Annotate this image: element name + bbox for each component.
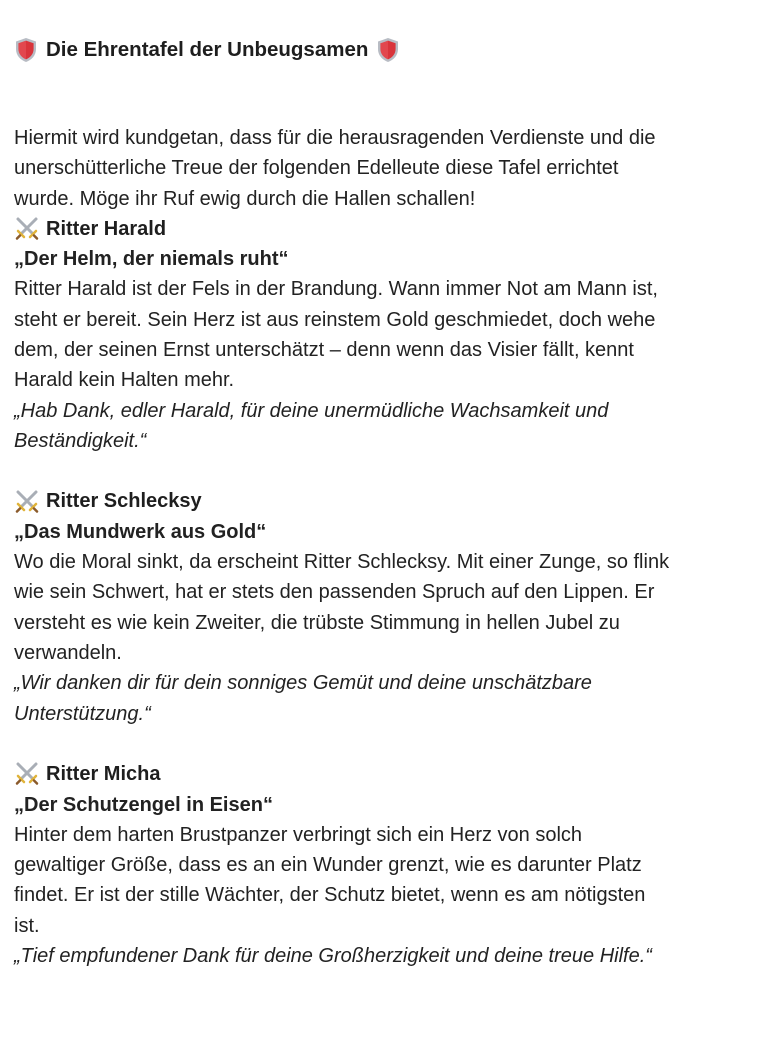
knight-heading: [14, 487, 749, 517]
knight-description-line: Wo die Moral sinkt, da erscheint Ritter Schlecksy. Mit einer Zunge, so flink: [14, 551, 670, 574]
knight-description-line: Hinter dem harten Brustpanzer verbringt sich ein Herz von solch: [14, 823, 583, 846]
knight-description-line: verwandeln.: [14, 642, 122, 665]
knight-thanks-line: „Hab Dank, edler Harald, für deine unermüdliche Wachsamkeit und: [14, 399, 609, 422]
intro-line: unerschütterliche Treue der folgenden Edelleute diese Tafel errichtet: [14, 157, 619, 180]
knight-heading: [14, 759, 749, 789]
knight-motto: „Der Helm, der niemals ruht“: [14, 248, 289, 271]
knight-description-line: versteht es wie kein Zweiter, die trübste Stimmung in hellen Jubel zu: [14, 611, 620, 634]
knight-thanks-line: Beständigkeit.“: [14, 429, 147, 452]
knight-description-line: Ritter Harald ist der Fels in der Brandung. Wann immer Not am Mann ist,: [14, 278, 658, 301]
document-title: Die Ehrentafel der Unbeugsamen: [46, 38, 369, 61]
knight-name: Ritter Schlecksy: [46, 490, 202, 513]
document-title-row: [14, 33, 749, 67]
knight-entry-harald: [14, 214, 749, 456]
knight-description-line: Harald kein Halten mehr.: [14, 369, 235, 392]
intro-paragraph: [14, 123, 749, 214]
knight-name: Ritter Harald: [46, 217, 167, 240]
crossed-swords-icon: [14, 761, 40, 787]
intro-line: wurde. Möge ihr Ruf ewig durch die Hallen schallen!: [14, 187, 476, 210]
knight-thanks-line: Unterstützung.“: [14, 702, 151, 725]
knight-motto: „Der Schutzengel in Eisen“: [14, 793, 273, 816]
knight-description-line: gewaltiger Größe, dass es an ein Wunder grenzt, wie es darunter Platz: [14, 854, 642, 877]
knight-motto: „Das Mundwerk aus Gold“: [14, 520, 267, 543]
knight-thanks-line: „Wir danken dir für dein sonniges Gemüt und deine unschätzbare: [14, 672, 592, 695]
knight-description-line: ist.: [14, 914, 40, 937]
intro-line: Hiermit wird kundgetan, dass für die herausragenden Verdienste und die: [14, 127, 656, 149]
knight-entry-schlecksy: [14, 487, 749, 729]
section-spacer: [14, 729, 749, 759]
crossed-swords-icon: [14, 489, 40, 515]
knight-description-line: wie sein Schwert, hat er stets den passenden Spruch auf den Lippen. Er: [14, 581, 655, 604]
knight-thanks-line: „Tief empfundener Dank für deine Großherzigkeit und deine treue Hilfe.“: [14, 945, 652, 968]
knight-heading: [14, 214, 749, 244]
knight-description-line: dem, der seinen Ernst unterschätzt – denn wenn das Visier fällt, kennt: [14, 339, 634, 362]
crossed-swords-icon: [14, 216, 40, 242]
section-spacer: [14, 456, 749, 486]
knight-name: Ritter Micha: [46, 762, 161, 785]
knight-entry-micha: [14, 759, 749, 971]
shield-icon: [14, 37, 38, 63]
shield-icon: [376, 37, 400, 63]
knight-description-line: findet. Er ist der stille Wächter, der Schutz bietet, wenn es am nötigsten: [14, 884, 646, 907]
knight-description-line: steht er bereit. Sein Herz ist aus reinstem Gold geschmiedet, doch wehe: [14, 308, 656, 331]
